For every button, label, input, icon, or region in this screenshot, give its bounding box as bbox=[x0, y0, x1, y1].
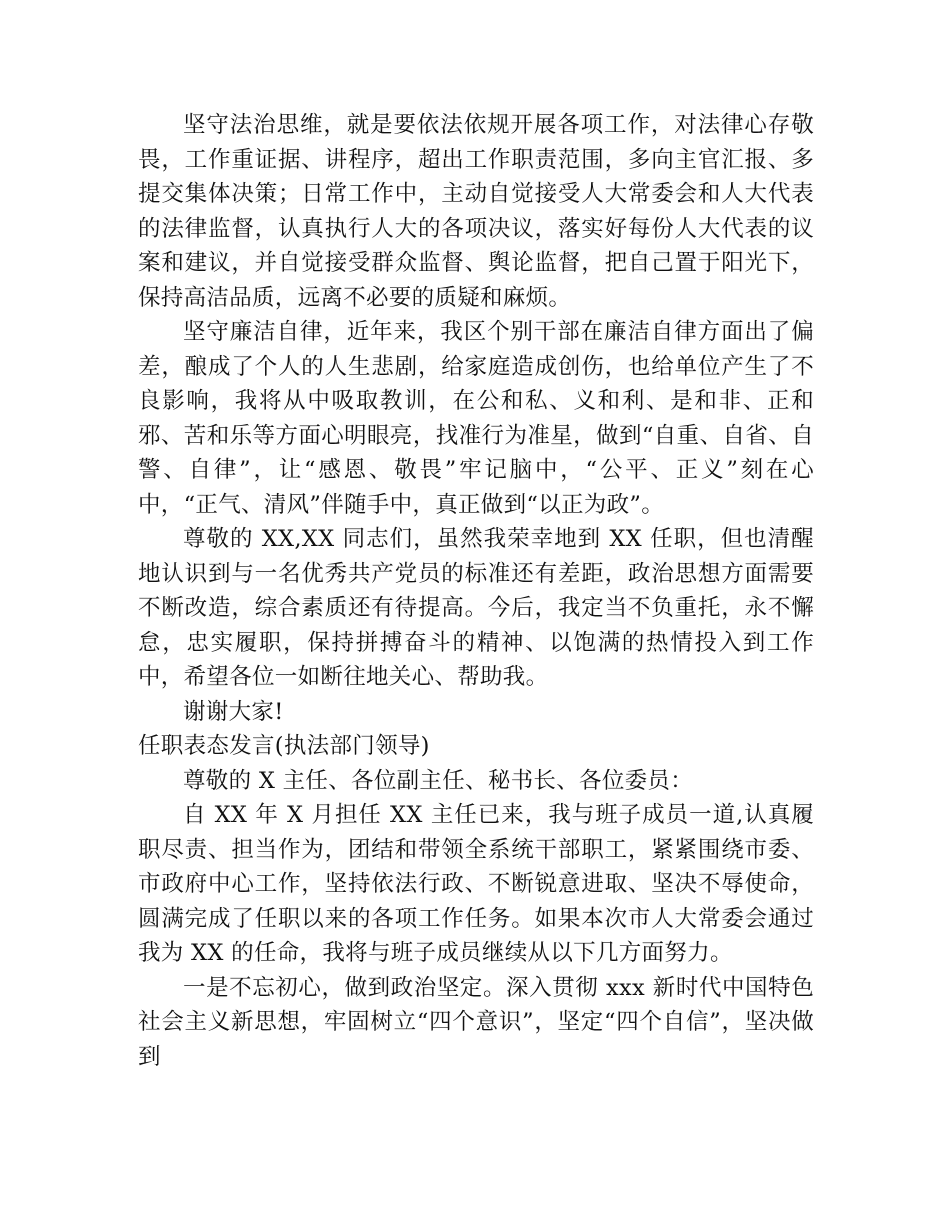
paragraph-thanks: 谢谢大家! bbox=[183, 698, 284, 725]
section-title: 任职表态发言(执法部门领导) bbox=[138, 733, 430, 759]
paragraph-integrity: 坚守廉洁自律，近年来，我区个别干部在廉洁自律方面出了偏差，酿成了个人的人生悲剧，给家庭造成创伤，也给单位产生了不良影响，我将从中吸取教训，在公和私、义和利、是和非、正和邪、苦和乐等方面心明眼亮，找准行为准星，做到“自重、自省、自警、自律”，让“感恩、敬畏”牢记脑中，“公平、正义”刻在心中，“正气、清风”伴随手中，真正做到“以正为政”。 bbox=[138, 319, 814, 518]
paragraph-salutation: 尊敬的 X 主任、各位副主任、秘书长、各位委员： bbox=[183, 767, 694, 794]
paragraph-closing-remarks: 尊敬的 XX,XX 同志们，虽然我荣幸地到 XX 任职，但也清醒地认识到与一名优秀共产党员的标准还有差距，政治思想方面需要不断改造，综合素质还有待提高。今后，我定当不负重托，永不懈怠，忠实履职，保持拼搏奋斗的精神、以饱满的热情投入到工作中，希望各位一如断往地关心、帮助我。 bbox=[138, 526, 814, 690]
paragraph-tenure-review: 自 XX 年 X 月担任 XX 主任已来，我与班子成员一道,认真履职尽责、担当作为，团结和带领全系统干部职工，紧紧围绕市委、市政府中心工作，坚持依法行政、不断锐意进取、坚决不辱使命，圆满完成了任职以来的各项工作任务。如果本次市人大常委会通过我为 XX 的任命，我将与班子成员继续从以下几方面努力。 bbox=[138, 802, 814, 966]
paragraph-political-stance: 一是不忘初心，做到政治坚定。深入贯彻 xxx 新时代中国特色社会主义新思想，牢固树立“四个意识”，坚定“四个自信”，坚决做到 bbox=[138, 974, 814, 1070]
document-page bbox=[138, 108, 814, 1074]
paragraph-rule-of-law: 坚守法治思维，就是要依法依规开展各项工作，对法律心存敬畏，工作重证据、讲程序，超出工作职责范围，多向主官汇报、多提交集体决策；日常工作中，主动自觉接受人大常委会和人大代表的法律监督，认真执行人大的各项决议，落实好每份人大代表的议案和建议，并自觉接受群众监督、舆论监督，把自己置于阳光下，保持高洁品质，远离不必要的质疑和麻烦。 bbox=[138, 112, 814, 311]
